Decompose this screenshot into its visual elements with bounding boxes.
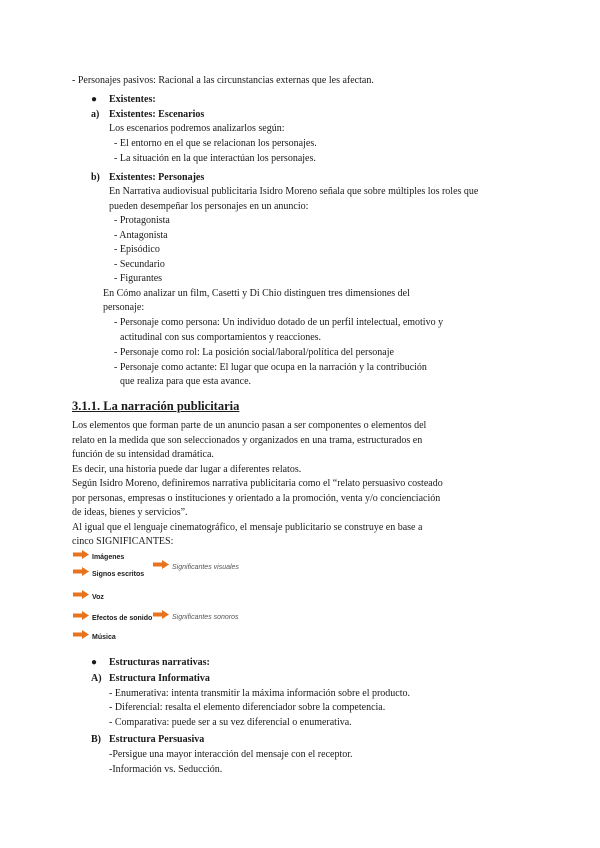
bullet-existentes: ● <box>91 94 98 105</box>
section-heading: 3.1.1. La narración publicitaria <box>72 399 240 413</box>
escenarios-line: Los escenarios podremos analizarlos según: <box>109 123 285 134</box>
diagram-sig-sonoros: Significantes sonoros <box>172 614 239 621</box>
arrow-icon <box>73 590 89 599</box>
paragraph-line: Los elementos que forman parte de un anuncio pasan a ser componentes o elementos del <box>72 420 427 431</box>
paragraph-line: Es decir, una historia puede dar lugar a diferentes relatos. <box>72 464 302 475</box>
escenarios-title: Existentes: Escenarios <box>109 109 205 120</box>
dimension-item: que realiza para que esta avance. <box>120 376 252 387</box>
paragraph-line: Según Isidro Moreno, definiremos narrativa publicitaria como el “relato persuasivo costeado <box>72 478 443 489</box>
diagram-imagenes: Imágenes <box>92 554 125 561</box>
dimension-item: - Personaje como rol: La posición social/laboral/política del personaje <box>114 347 394 358</box>
persuasiva-title: Estructura Persuasiva <box>109 734 205 745</box>
paragraph-line: función de su intensidad dramática. <box>72 449 214 460</box>
persuasiva-line: -Información vs. Seducción. <box>109 764 223 775</box>
role-item: - Protagonista <box>114 215 170 226</box>
marker-a: a) <box>91 109 100 120</box>
role-item: - Figurantes <box>114 273 163 284</box>
marker-A: A) <box>91 673 102 684</box>
escenarios-line: - La situación en la que interactúan los personajes. <box>114 153 316 164</box>
informativa-line: - Diferencial: resalta el elemento diferenciador sobre la competencia. <box>109 702 386 713</box>
dimension-item: - Personaje como actante: El lugar que ocupa en la narración y la contribución <box>114 362 427 373</box>
estructuras-title: Estructuras narrativas: <box>109 657 210 668</box>
diagram-efectos: Efectos de sonido <box>92 615 153 622</box>
diagram-musica: Música <box>92 634 116 641</box>
informativa-line: - Comparativa: puede ser a su vez diferencial o enumerativa. <box>109 717 352 728</box>
role-item: - Antagonista <box>114 230 168 241</box>
paragraph-line: Al igual que el lenguaje cinematográfico, el mensaje publicitario se construye en base a <box>72 522 423 533</box>
paragraph-line: cinco SIGNIFICANTES: <box>72 536 174 547</box>
dimension-item: actitudinal con sus comportamientos y reacciones. <box>120 332 322 343</box>
informativa-line: - Enumerativa: intenta transmitir la máxima información sobre el producto. <box>109 688 411 699</box>
paragraph-line: de ideas, bienes y servicios”. <box>72 507 188 518</box>
marker-B: B) <box>91 734 101 745</box>
role-item: - Episódico <box>114 244 160 255</box>
casetti-intro: En Cómo analizar un film, Casetti y Di Chio distinguen tres dimensiones del <box>103 288 410 299</box>
personajes-title: Existentes: Personajes <box>109 172 205 183</box>
paragraph-line: por personas, empresas o instituciones y orientado a la promoción, venta y/o concienciación <box>72 493 441 504</box>
diagram-sig-visuales: Significantes visuales <box>172 564 239 571</box>
marker-b: b) <box>91 172 100 183</box>
paragraph-line: relato en la medida que son seleccionados y organizados en una trama, estructurados en <box>72 435 423 446</box>
personajes-intro: En Narrativa audiovisual publicitaria Isidro Moreno señala que sobre múltiples los roles que <box>109 186 479 197</box>
diagram-signos: Signos escritos <box>92 571 145 578</box>
personajes-intro: pueden desempeñar los personajes en un anuncio: <box>109 201 309 212</box>
existentes-title: Existentes: <box>109 94 156 105</box>
diagram-voz: Voz <box>92 594 104 601</box>
intro-line: - Personajes pasivos: Racional a las circunstancias externas que les afectan. <box>72 75 374 86</box>
persuasiva-line: -Persigue una mayor interacción del mensaje con el receptor. <box>109 749 353 760</box>
arrow-icon <box>73 630 89 639</box>
arrow-icon <box>73 550 89 559</box>
arrow-icon <box>73 567 89 576</box>
casetti-intro: personaje: <box>103 302 145 313</box>
escenarios-line: - El entorno en el que se relacionan los personajes. <box>114 138 317 149</box>
informativa-title: Estructura Informativa <box>109 673 210 684</box>
arrow-icon <box>73 611 89 620</box>
arrow-icon <box>153 560 169 569</box>
bullet-estructuras: ● <box>91 657 98 668</box>
dimension-item: - Personaje como persona: Un individuo dotado de un perfil intelectual, emotivo y <box>114 317 444 328</box>
arrow-icon <box>153 610 169 619</box>
role-item: - Secundario <box>114 259 165 270</box>
